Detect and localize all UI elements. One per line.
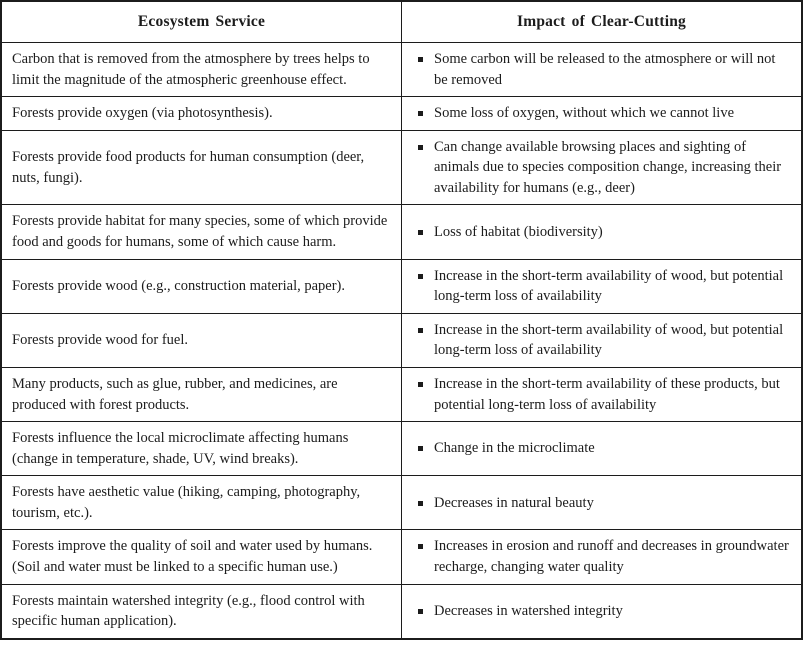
service-cell: Forests improve the quality of soil and water used by humans. (Soil and water must be linked to a specific human use.) [1, 530, 402, 584]
table-row [1, 530, 802, 584]
impact-list-item [412, 374, 791, 415]
service-cell: Many products, such as glue, rubber, and medicines, are produced with forest products. [1, 367, 402, 421]
service-cell: Carbon that is removed from the atmosphere by trees helps to limit the magnitude of the atmospheric greenhouse effect. [1, 43, 402, 97]
header-row [1, 1, 802, 43]
table-row [1, 259, 802, 313]
service-cell: Forests provide wood for fuel. [1, 313, 402, 367]
impact-text: Change in the microclimate [434, 440, 595, 457]
table-header [1, 1, 802, 43]
table-row [1, 97, 802, 131]
impact-cell [402, 259, 803, 313]
service-cell: Forests maintain watershed integrity (e.g., flood control with specific human application). [1, 584, 402, 639]
impact-cell [402, 130, 803, 205]
header-impact-clear-cutting: Impact of Clear-Cutting [402, 1, 803, 43]
impact-text: Loss of habitat (biodiversity) [434, 223, 603, 240]
service-cell: Forests provide oxygen (via photosynthesis). [1, 97, 402, 131]
square-bullet-icon [418, 328, 423, 333]
impact-cell [402, 43, 803, 97]
table-body [1, 43, 802, 639]
impact-cell [402, 422, 803, 476]
square-bullet-icon [418, 230, 423, 235]
impact-cell [402, 313, 803, 367]
impact-text: Some loss of oxygen, without which we cannot live [434, 105, 735, 122]
impact-list-item [412, 222, 791, 243]
impact-list-item [412, 137, 791, 199]
impact-list-item [412, 536, 791, 577]
square-bullet-icon [418, 501, 423, 506]
table-row [1, 584, 802, 639]
impact-cell [402, 476, 803, 530]
square-bullet-icon [418, 57, 423, 62]
impact-cell [402, 584, 803, 639]
service-cell: Forests provide habitat for many species, some of which provide food and goods for humans, some of which cause harm. [1, 205, 402, 259]
square-bullet-icon [418, 145, 423, 150]
impact-list-item [412, 601, 791, 622]
table-row [1, 130, 802, 205]
table-row [1, 205, 802, 259]
table-row [1, 422, 802, 476]
square-bullet-icon [418, 544, 423, 549]
square-bullet-icon [418, 274, 423, 279]
impact-text: Increases in erosion and runoff and decreases in groundwater recharge, changing water quality [434, 538, 789, 575]
service-cell: Forests have aesthetic value (hiking, camping, photography, tourism, etc.). [1, 476, 402, 530]
impact-cell [402, 97, 803, 131]
impact-cell [402, 367, 803, 421]
impact-text: Decreases in natural beauty [434, 494, 594, 511]
impact-list-item [412, 103, 791, 124]
table-row [1, 43, 802, 97]
impact-text: Decreases in watershed integrity [434, 602, 623, 619]
square-bullet-icon [418, 446, 423, 451]
table-row [1, 367, 802, 421]
impact-list-item [412, 320, 791, 361]
impact-text: Increase in the short-term availability of wood, but potential long-term loss of availability [434, 267, 784, 305]
impact-list-item [412, 493, 791, 514]
square-bullet-icon [418, 382, 423, 387]
impact-cell [402, 205, 803, 259]
impact-text: Can change available browsing places and sighting of animals due to species composition change, increasing their availability for humans (e.g., deer) [434, 138, 782, 196]
table-row [1, 313, 802, 367]
impact-list-item [412, 49, 791, 90]
impact-text: Increase in the short-term availability of these products, but potential long-term loss of availability [434, 375, 780, 413]
header-ecosystem-service: Ecosystem Service [1, 1, 402, 43]
square-bullet-icon [418, 111, 423, 116]
service-cell: Forests provide food products for human consumption (deer, nuts, fungi). [1, 130, 402, 205]
impact-list-item [412, 438, 791, 459]
square-bullet-icon [418, 609, 423, 614]
impact-text: Some carbon will be released to the atmosphere or will not be removed [434, 51, 776, 88]
table-row [1, 476, 802, 530]
service-cell: Forests influence the local microclimate affecting humans (change in temperature, shade, UV, wind breaks). [1, 422, 402, 476]
impact-cell [402, 530, 803, 584]
service-cell: Forests provide wood (e.g., construction material, paper). [1, 259, 402, 313]
impact-text: Increase in the short-term availability of wood, but potential long-term loss of availability [434, 321, 784, 359]
impact-list-item [412, 266, 791, 307]
